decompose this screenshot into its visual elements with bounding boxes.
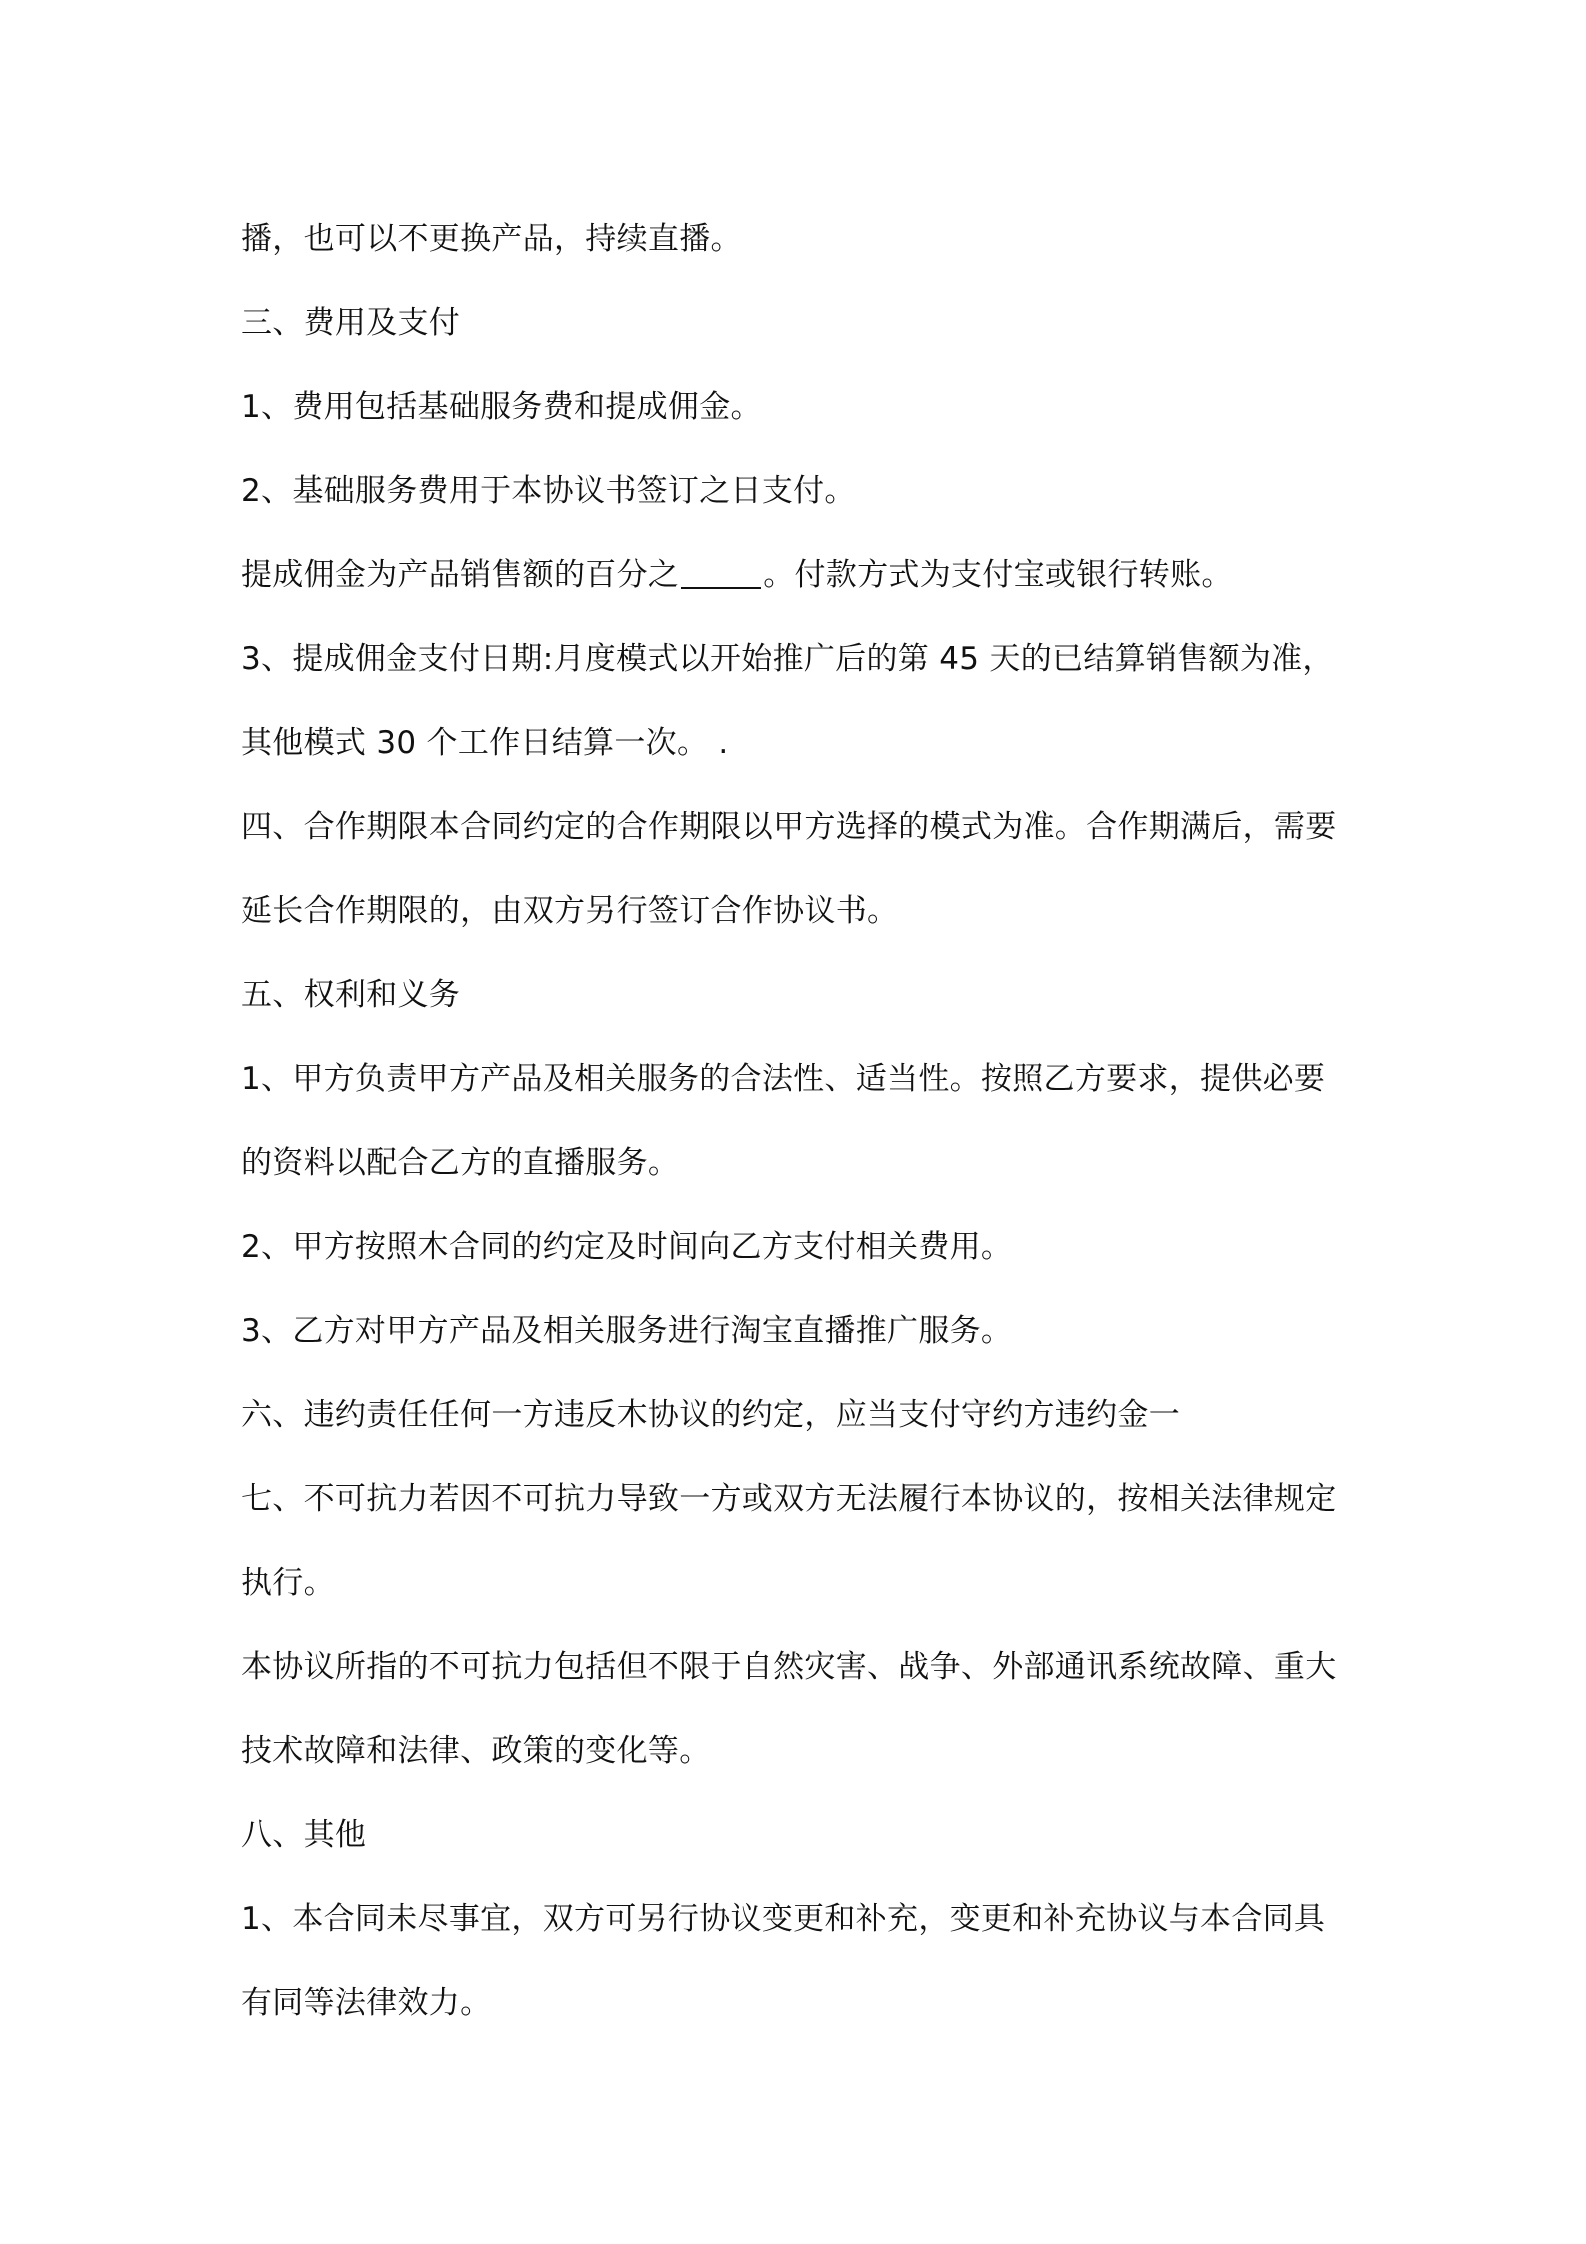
paragraph-line: 1、甲方负责甲方产品及相关服务的合法性、适当性。按照乙方要求，提供必要 — [241, 1061, 1326, 1097]
section-heading-force-majeure: 七、不可抗力若因不可抗力导致一方或双方无法履行本协议的，按相关法律规定 — [241, 1481, 1337, 1517]
paragraph-line: 其他模式 30 个工作日结算一次。 . — [241, 725, 729, 761]
section-heading-other: 八、其他 — [241, 1817, 367, 1853]
paragraph-line: 的资料以配合乙方的直播服务。 — [241, 1145, 680, 1181]
section-heading-term: 四、合作期限本合同约定的合作期限以甲方选择的模式为准。合作期满后，需要 — [241, 809, 1337, 845]
section-heading-rights: 五、权利和义务 — [241, 977, 461, 1013]
paragraph-line: 延长合作期限的，由双方另行签订合作协议书。 — [241, 893, 899, 929]
paragraph-line: 2、甲方按照木合同的约定及时间向乙方支付相关费用。 — [241, 1229, 1013, 1265]
paragraph-line: 有同等法律效力。 — [241, 1985, 492, 2021]
paragraph-line: 本协议所指的不可抗力包括但不限于自然灾害、战争、外部通讯系统故障、重大 — [241, 1649, 1337, 1685]
paragraph-line: 执行。 — [241, 1565, 335, 1601]
section-heading-fees: 三、费用及支付 — [241, 305, 461, 341]
paragraph-line: 3、乙方对甲方产品及相关服务进行淘宝直播推广服务。 — [241, 1313, 1013, 1349]
fill-in-blank — [681, 557, 761, 589]
commission-text-after: 。付款方式为支付宝或银行转账。 — [763, 557, 1233, 593]
paragraph-line: 1、本合同未尽事宜，双方可另行协议变更和补充，变更和补充协议与本合同具 — [241, 1901, 1326, 1937]
paragraph-line-commission — [241, 533, 1366, 617]
section-heading-breach: 六、违约责任任何一方违反木协议的约定，应当支付守约方违约金一 — [241, 1397, 1180, 1433]
paragraph-line: 技术故障和法律、政策的变化等。 — [241, 1733, 711, 1769]
paragraph-line: 3、提成佣金支付日期:月度模式以开始推广后的第 45 天的已结算销售额为准， — [241, 641, 1334, 677]
paragraph-line: 1、费用包括基础服务费和提成佣金。 — [241, 389, 762, 425]
paragraph-line: 播，也可以不更换产品，持续直播。 — [241, 221, 742, 257]
commission-text-before: 提成佣金为产品销售额的百分之 — [241, 557, 680, 593]
document-body — [241, 197, 1366, 2045]
paragraph-line: 2、基础服务费用于本协议书签订之日支付。 — [241, 473, 856, 509]
